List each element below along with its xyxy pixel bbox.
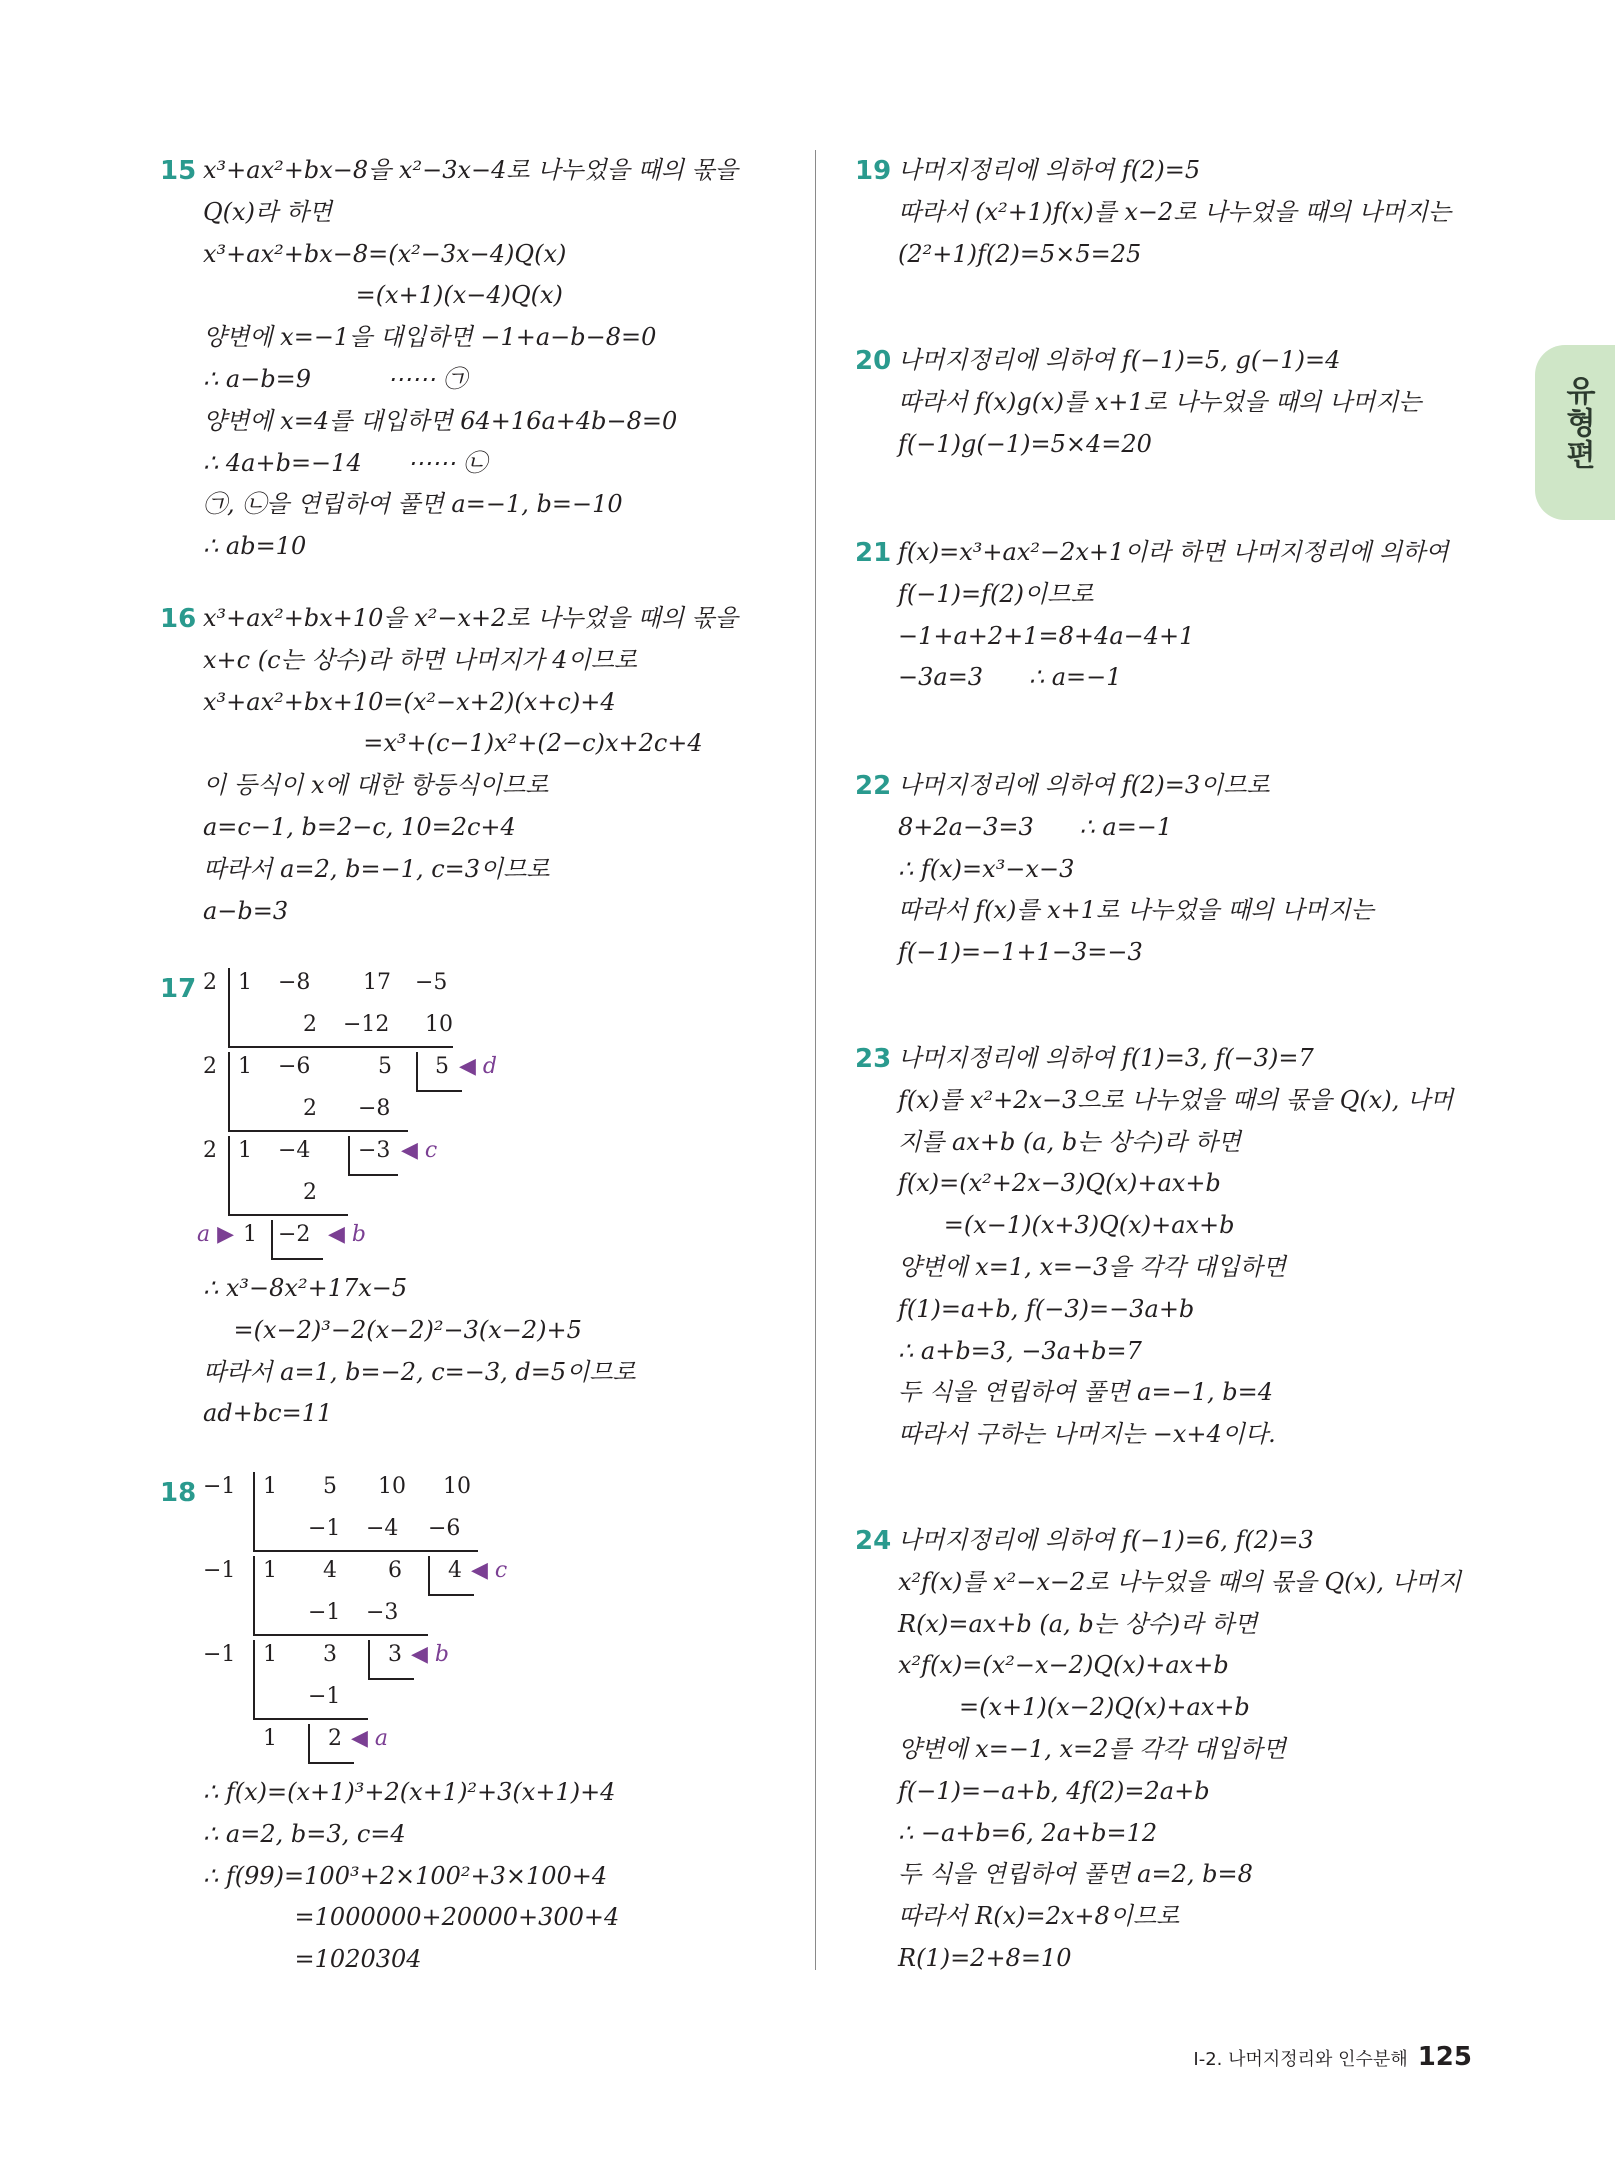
coef: 5 <box>323 1474 337 1499</box>
product: 2 <box>303 1096 317 1121</box>
problem-number: 17 <box>160 974 197 1004</box>
product: −3 <box>366 1600 399 1625</box>
divisor-line <box>228 1136 230 1214</box>
product: −1 <box>308 1684 341 1709</box>
problem-number: 24 <box>855 1526 892 1556</box>
label-a: ◀ a <box>351 1726 389 1751</box>
solution-line: x³+ax²+bx+10을 x²−x+2로 나누었을 때의 몫을 <box>203 604 738 632</box>
solution-line: ∴ a+b=3, −3a+b=7 <box>898 1336 1142 1365</box>
solution-line: =1000000+20000+300+4 <box>203 1903 620 1932</box>
sum-line <box>228 1214 348 1216</box>
solution-line: (2²+1)f(2)=5×5=25 <box>898 239 1142 268</box>
problem-number: 16 <box>160 604 197 634</box>
coef: −5 <box>415 970 448 995</box>
divisor: −1 <box>203 1642 236 1667</box>
coef: 6 <box>388 1558 402 1583</box>
divisor: 2 <box>203 1054 217 1079</box>
solution-line: x²f(x)=(x²−x−2)Q(x)+ax+b <box>898 1651 1229 1680</box>
remainder-box <box>428 1556 430 1594</box>
solution-line: 따라서 f(x)를 x+1로 나누었을 때의 나머지는 <box>898 896 1374 925</box>
remainder: 3 <box>388 1642 402 1667</box>
coef: 1 <box>238 970 252 995</box>
solution-line: f(−1)=f(2)이므로 <box>898 579 1094 608</box>
solution-line: 양변에 x=1, x=−3을 각각 대입하면 <box>898 1252 1286 1281</box>
solution-line: 양변에 x=−1, x=2를 각각 대입하면 <box>898 1734 1286 1763</box>
remainder: −2 <box>278 1222 311 1247</box>
solution-line: x³+ax²+bx−8=(x²−3x−4)Q(x) <box>203 239 567 268</box>
solution-line: R(1)=2+8=10 <box>898 1943 1072 1972</box>
divisor: 2 <box>203 970 217 995</box>
solution-line: 두 식을 연립하여 풀면 a=2, b=8 <box>898 1860 1253 1889</box>
sum-line <box>253 1550 478 1552</box>
side-tab-label: 유형편 <box>1560 375 1595 471</box>
solution-line: ∴ −a+b=6, 2a+b=12 <box>898 1818 1158 1847</box>
solution-line: ∴ f(x)=x³−x−3 <box>898 854 1075 883</box>
solution-line: a−b=3 <box>203 896 289 925</box>
remainder-box <box>428 1594 474 1596</box>
divisor-line <box>253 1640 255 1718</box>
remainder-box <box>416 1052 418 1090</box>
section-side-tab <box>1535 345 1615 520</box>
remainder-box <box>348 1136 350 1174</box>
solution-line: f(−1)=−a+b, 4f(2)=2a+b <box>898 1776 1210 1805</box>
coef: 10 <box>443 1474 471 1499</box>
solution-line: ∴ f(x)=(x+1)³+2(x+1)²+3(x+1)+4 <box>203 1778 616 1806</box>
solution-line: 따라서 R(x)=2x+8이므로 <box>898 1902 1180 1931</box>
solution-line: f(x)=x³+ax²−2x+1이라 하면 나머지정리에 의하여 <box>898 538 1449 566</box>
coef: 3 <box>323 1642 337 1667</box>
solution-line: f(1)=a+b, f(−3)=−3a+b <box>898 1294 1195 1323</box>
solution-lines <box>203 150 738 568</box>
coef: 1 <box>263 1474 277 1499</box>
solution-line: =(x+1)(x−4)Q(x) <box>203 281 563 310</box>
solution-line: ∴ a−b=9 ⋯⋯ ㉠ <box>203 364 467 393</box>
remainder: 4 <box>448 1558 462 1583</box>
solution-line: ∴ x³−8x²+17x−5 <box>203 1274 408 1302</box>
solution-line: x³+ax²+bx−8을 x²−3x−4로 나누었을 때의 몫을 <box>203 156 738 184</box>
solution-line: 따라서 a=2, b=−1, c=3이므로 <box>203 854 550 883</box>
solution-line: f(−1)=−1+1−3=−3 <box>898 938 1143 967</box>
remainder-box <box>271 1220 273 1258</box>
product: −8 <box>358 1096 391 1121</box>
coef: 5 <box>378 1054 392 1079</box>
sum-line <box>228 1046 453 1048</box>
product: −4 <box>366 1516 399 1541</box>
solution-line: 두 식을 연립하여 풀면 a=−1, b=4 <box>898 1378 1273 1407</box>
solution-line: 8+2a−3=3 ∴ a=−1 <box>898 812 1173 841</box>
coef: 1 <box>243 1222 257 1247</box>
coef: 17 <box>363 970 391 995</box>
coef: 10 <box>378 1474 406 1499</box>
solution-line: f(−1)g(−1)=5×4=20 <box>898 429 1152 458</box>
solution-line: a=c−1, b=2−c, 10=2c+4 <box>203 812 516 841</box>
solution-line: 양변에 x=4를 대입하면 64+16a+4b−8=0 <box>203 406 678 435</box>
problem-number: 21 <box>855 538 892 568</box>
remainder: −3 <box>358 1138 391 1163</box>
solution-line: −3a=3 ∴ a=−1 <box>898 663 1122 692</box>
column-divider <box>815 150 816 1970</box>
coef: 1 <box>238 1138 252 1163</box>
product: 10 <box>425 1012 453 1037</box>
solution-line: x³+ax²+bx+10=(x²−x+2)(x+c)+4 <box>203 687 616 716</box>
solution-line: x²f(x)를 x²−x−2로 나누었을 때의 몫을 Q(x), 나머지 <box>898 1567 1462 1596</box>
solution-line: 나머지정리에 의하여 f(−1)=6, f(2)=3 <box>898 1526 1314 1554</box>
page-footer <box>1193 2042 1472 2072</box>
remainder: 2 <box>328 1726 342 1751</box>
coef: 1 <box>238 1054 252 1079</box>
remainder-box <box>308 1724 310 1762</box>
remainder-box <box>348 1174 398 1176</box>
solution-line: ad+bc=11 <box>203 1399 333 1428</box>
solution-line: 나머지정리에 의하여 f(1)=3, f(−3)=7 <box>898 1044 1314 1072</box>
divisor-line <box>228 968 230 1046</box>
remainder-box <box>368 1640 370 1678</box>
sum-line <box>253 1718 368 1720</box>
solution-lines <box>898 150 1451 275</box>
solution-lines <box>898 1038 1453 1456</box>
solution-line: ∴ a=2, b=3, c=4 <box>203 1819 406 1848</box>
product: 2 <box>303 1012 317 1037</box>
product: −12 <box>343 1012 390 1037</box>
label-c: ◀ c <box>471 1558 508 1583</box>
label-d: ◀ d <box>459 1054 497 1079</box>
solution-line: 이 등식이 x에 대한 항등식이므로 <box>203 771 549 800</box>
label-a: a ▶ <box>197 1222 235 1247</box>
solution-line: f(x)=(x²+2x−3)Q(x)+ax+b <box>898 1169 1221 1198</box>
solution-line: 따라서 f(x)g(x)를 x+1로 나누었을 때의 나머지는 <box>898 387 1422 416</box>
solution-line: =(x−1)(x+3)Q(x)+ax+b <box>898 1211 1235 1240</box>
solution-line: =1020304 <box>203 1945 422 1974</box>
solution-lines <box>203 1268 636 1435</box>
solution-line: 양변에 x=−1을 대입하면 −1+a−b−8=0 <box>203 323 657 352</box>
solution-lines <box>898 532 1449 699</box>
solution-lines <box>203 598 738 932</box>
divisor-line <box>228 1052 230 1130</box>
solution-line: f(x)를 x²+2x−3으로 나누었을 때의 몫을 Q(x), 나머 <box>898 1085 1454 1114</box>
solution-line: =(x−2)³−2(x−2)²−3(x−2)+5 <box>203 1315 582 1344</box>
solution-line: ∴ f(99)=100³+2×100²+3×100+4 <box>203 1861 608 1890</box>
product: 2 <box>303 1180 317 1205</box>
solution-lines <box>898 340 1422 465</box>
problem-number: 15 <box>160 156 197 186</box>
product: −1 <box>308 1600 341 1625</box>
coef: −6 <box>278 1054 311 1079</box>
divisor: 2 <box>203 1138 217 1163</box>
solution-line: 지를 ax+b (a, b는 상수)라 하면 <box>898 1127 1241 1156</box>
remainder-box <box>271 1258 323 1260</box>
solution-lines <box>898 765 1374 974</box>
problem-number: 18 <box>160 1478 197 1508</box>
solution-line: ∴ ab=10 <box>203 532 307 561</box>
divisor-line <box>253 1556 255 1634</box>
solution-line: 따라서 a=1, b=−2, c=−3, d=5이므로 <box>203 1357 636 1386</box>
problem-number: 22 <box>855 771 892 801</box>
coef: −4 <box>278 1138 311 1163</box>
solution-line: 나머지정리에 의하여 f(2)=3이므로 <box>898 771 1270 799</box>
solution-line: Q(x)라 하면 <box>203 197 333 226</box>
divisor: −1 <box>203 1558 236 1583</box>
coef: 1 <box>263 1642 277 1667</box>
solution-line: 따라서 구하는 나머지는 −x+4이다. <box>898 1420 1276 1449</box>
divisor-line <box>253 1472 255 1550</box>
problem-number: 23 <box>855 1044 892 1074</box>
coef: −8 <box>278 970 311 995</box>
sum-line <box>253 1634 428 1636</box>
remainder-box <box>416 1090 462 1092</box>
solution-line: ㉠, ㉡을 연립하여 풀면 a=−1, b=−10 <box>203 490 623 519</box>
label-b: ◀ b <box>411 1642 449 1667</box>
solution-line: x+c (c는 상수)라 하면 나머지가 4이므로 <box>203 645 638 674</box>
product: −1 <box>308 1516 341 1541</box>
product: −6 <box>428 1516 461 1541</box>
label-b: ◀ b <box>328 1222 366 1247</box>
remainder: 5 <box>435 1054 449 1079</box>
label-c: ◀ c <box>401 1138 438 1163</box>
solution-line: ∴ 4a+b=−14 ⋯⋯ ㉡ <box>203 448 488 477</box>
remainder-box <box>308 1762 354 1764</box>
problem-number: 19 <box>855 156 892 186</box>
solution-line: =(x+1)(x−2)Q(x)+ax+b <box>898 1693 1250 1722</box>
page-number: 125 <box>1417 2042 1472 2072</box>
solution-line: =x³+(c−1)x²+(2−c)x+2c+4 <box>203 729 703 758</box>
solution-lines <box>898 1520 1461 1980</box>
coef: 1 <box>263 1726 277 1751</box>
solution-line: −1+a+2+1=8+4a−4+1 <box>898 621 1195 650</box>
sum-line <box>228 1130 408 1132</box>
coef: 4 <box>323 1558 337 1583</box>
remainder-box <box>368 1678 414 1680</box>
coef: 1 <box>263 1558 277 1583</box>
divisor: −1 <box>203 1474 236 1499</box>
solution-line: 나머지정리에 의하여 f(−1)=5, g(−1)=4 <box>898 346 1341 374</box>
solution-lines <box>203 1772 619 1981</box>
problem-number: 20 <box>855 346 892 376</box>
chapter-title: I-2. 나머지정리와 인수분해 <box>1193 2049 1408 2070</box>
solution-line: 나머지정리에 의하여 f(2)=5 <box>898 156 1201 184</box>
solution-line: 따라서 (x²+1)f(x)를 x−2로 나누었을 때의 나머지는 <box>898 197 1452 226</box>
solution-line: R(x)=ax+b (a, b는 상수)라 하면 <box>898 1609 1258 1638</box>
